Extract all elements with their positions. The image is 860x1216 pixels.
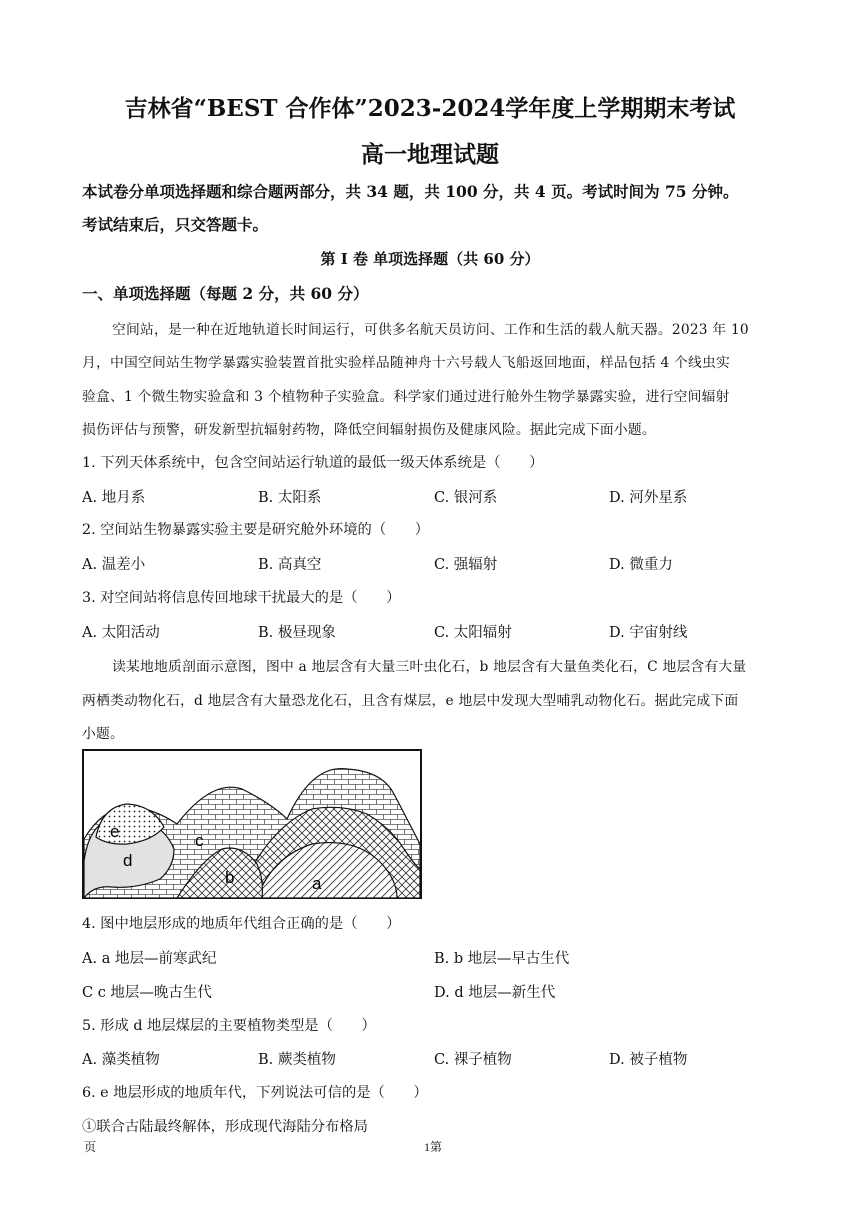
q6-item-1: ①联合古陆最终解体，形成现代海陆分布格局 [82, 1119, 368, 1135]
passage1-line-1: 空间站，是一种在近地轨道长时间运行，可供多名航天员访问、工作和生活的载人航天器。2023 年 10 [112, 322, 749, 338]
q4-option-c: C c 地层—晚古生代 [82, 985, 212, 1001]
exam-title: 吉林省“BEST 合作体”2023-2024学年度上学期期末考试 [124, 95, 736, 122]
label-c: c [195, 831, 204, 850]
q5-stem: 5. 形成 d 地层煤层的主要植物类型是（ ） [82, 1018, 376, 1034]
q3-option-b: B. 极昼现象 [258, 625, 336, 641]
passage2-line-2: 两栖类动物化石，d 地层含有大量恐龙化石，且含有煤层，e 地层中发现大型哺乳动物化石。据此完成下面 [82, 693, 739, 709]
passage1-line-2: 月，中国空间站生物学暴露实验装置首批实验样品随神舟十六号载人飞船返回地面，样品包括 4 个线虫实 [82, 355, 731, 371]
exam-subtitle: 高一地理试题 [361, 141, 499, 168]
q6-stem: 6. e 地层形成的地质年代，下列说法可信的是（ ） [82, 1085, 428, 1101]
q4-option-a: A. a 地层—前寒武纪 [82, 951, 217, 967]
intro-line-2: 考试结束后，只交答题卡。 [82, 215, 269, 234]
geological-cross-section-figure [82, 749, 422, 899]
q4-option-d: D. d 地层—新生代 [434, 985, 556, 1001]
label-d: d [123, 851, 133, 870]
q2-option-a: A. 温差小 [82, 557, 146, 573]
q4-option-b: B. b 地层—早古生代 [434, 951, 570, 967]
q1-stem: 1. 下列天体系统中，包含空间站运行轨道的最低一级天体系统是（ ） [82, 455, 544, 471]
part-title: 第 I 卷 单项选择题（共 60 分） [320, 250, 540, 268]
label-e: e [110, 822, 120, 841]
q5-option-d: D. 被子植物 [609, 1052, 688, 1068]
q1-option-c: C. 银河系 [434, 490, 498, 506]
q4-stem: 4. 图中地层形成的地质年代组合正确的是（ ） [82, 916, 401, 932]
footer-page-char: 页 [84, 1140, 97, 1154]
q3-stem: 3. 对空间站将信息传回地球干扰最大的是（ ） [82, 590, 401, 606]
q1-option-d: D. 河外星系 [609, 490, 688, 506]
q5-option-c: C. 裸子植物 [434, 1052, 512, 1068]
q1-option-b: B. 太阳系 [258, 490, 322, 506]
label-b: b [225, 868, 235, 887]
passage2-line-1: 读某地地质剖面示意图，图中 a 地层含有大量三叶虫化石，b 地层含有大量鱼类化石，C 地层含有大量 [112, 659, 747, 675]
label-a: a [312, 874, 322, 893]
q5-option-b: B. 蕨类植物 [258, 1052, 336, 1068]
q2-option-c: C. 强辐射 [434, 557, 498, 573]
passage1-line-3: 验盒、1 个微生物实验盒和 3 个植物种子实验盒。科学家们通过进行舱外生物学暴露实验，进行空间辐射 [82, 389, 730, 405]
q5-option-a: A. 藻类植物 [82, 1052, 160, 1068]
q3-option-c: C. 太阳辐射 [434, 625, 512, 641]
passage2-line-3: 小题。 [82, 726, 124, 742]
q2-stem: 2. 空间站生物暴露实验主要是研究舱外环境的（ ） [82, 522, 430, 538]
section-heading: 一、单项选择题（每题 2 分，共 60 分） [82, 284, 369, 303]
footer-page-number: 1第 [424, 1140, 443, 1154]
passage1-line-4: 损伤评估与预警，研发新型抗辐射药物，降低空间辐射损伤及健康风险。据此完成下面小题。 [82, 422, 656, 438]
q1-option-a: A. 地月系 [82, 490, 146, 506]
intro-line-1: 本试卷分单项选择题和综合题两部分，共 34 题，共 100 分，共 4 页。考试时间为 75 分钟。 [82, 182, 739, 201]
q3-option-d: D. 宇宙射线 [609, 625, 688, 641]
q2-option-d: D. 微重力 [609, 557, 673, 573]
q3-option-a: A. 太阳活动 [82, 625, 160, 641]
q2-option-b: B. 高真空 [258, 557, 322, 573]
